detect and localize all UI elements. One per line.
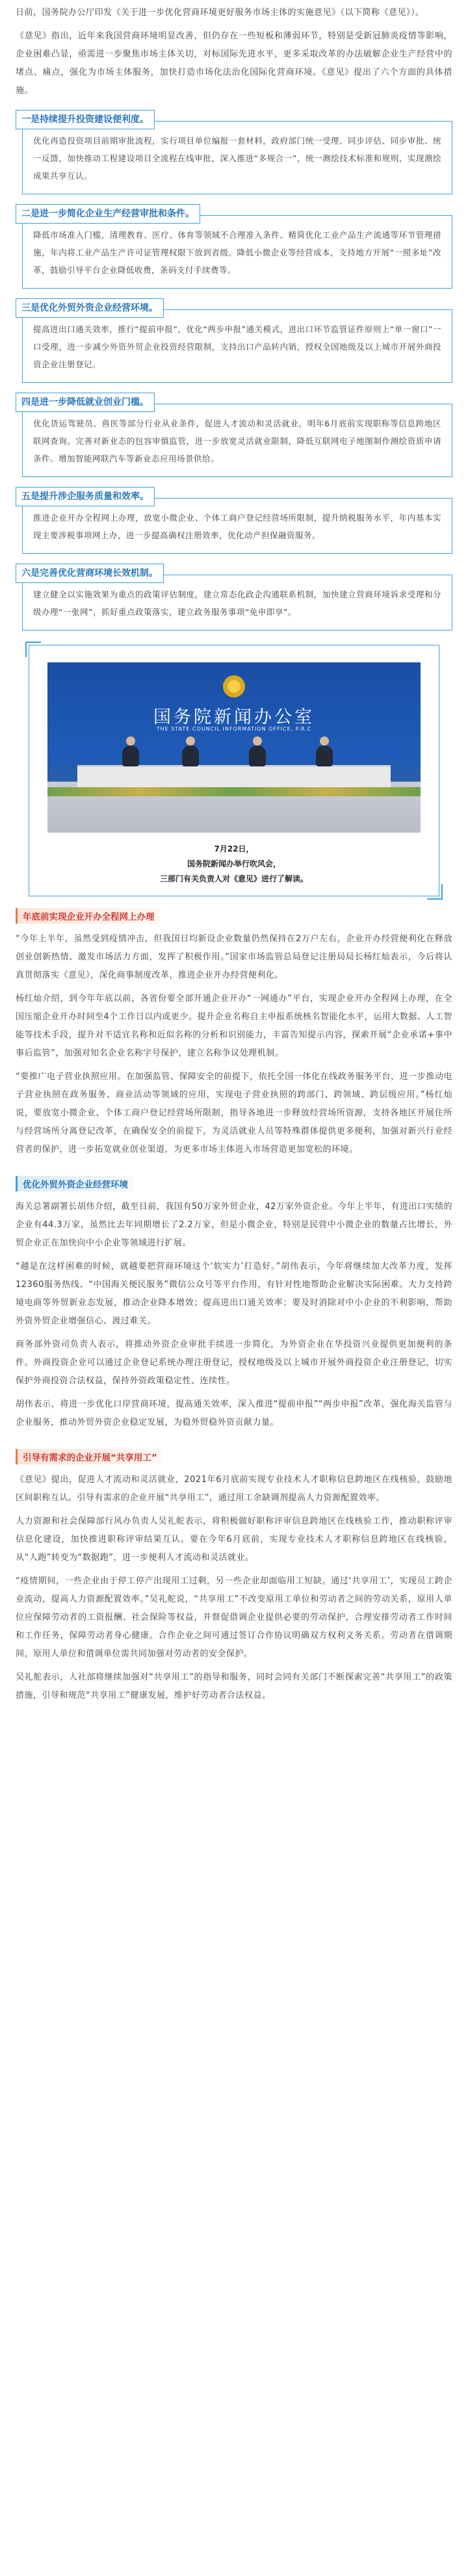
interpretation-block (16, 1164, 452, 1437)
block-paragraph: “今年上半年，虽然受到疫情冲击，但我国日均新设企业数量仍然保持在2万户左右，企业开办经营便利化在释放创业创新热情、激发市场活力方面，发挥了积极作用。”国家市场监管总局登记注册局局长杨红灿表示，今后将认真贯彻落实《意见》，深化商事制度改革，推进企业开办经营便利化。 (16, 934, 452, 980)
podium-desk (77, 765, 391, 788)
measure-box (22, 215, 452, 289)
block-paragraph: “疫情期间，一些企业由于停工停产出现用工过剩，另一些企业却面临用工短缺。通过‘共享用工’，实现员工跨企业流动，提高人力资源配置效率。”吴礼舵说，“共享用工”不改变原用工单位和劳动者之间的劳动关系，原用人单位应保障劳动者的工资报酬、社会保险等权益，并督促借调企业提供必要的劳动保护，合理安排劳动者工作时间和工作任务，保障劳动者身心健康。合作企业之间可通过签订合作协议明确双方权利义务关系。劳动者在借调期间，原用人单位和借调单位需共同加强对劳动者的安全保护。 (16, 1576, 452, 1659)
measure-heading: 二是进一步简化企业生产经营审批和条件。 (16, 204, 200, 224)
block-paragraph: 杨红灿介绍，到今年年底以前，各省份要全部开通企业开办“一网通办”平台，实现企业开办全程网上办理，在全国压缩企业开办时间至4个工作日以内或更少。提升企业名称自主申报系统核名智能化水平，运用大数据、人工智能等技术手段，提升对不适宜名称和近似名称的分析和识别能力，丰富告知提示内容，探索开展“企业承诺+事中事后监管”，加强对知名企业名称字号保护，建立名称争议处理机制。 (16, 994, 452, 1058)
measure-body: 建立健全以实施效果为重点的政策评估制度，建立常态化政企沟通联系机制，加快建立营商环境诉求受理和分级办理“一张网”，抓好重点政策落实，建立政务服务事项“免申即享”。 (33, 590, 441, 617)
measure-box (22, 121, 452, 194)
intro-paragraph: 日前，国务院办公厅印发《关于进一步优化营商环境更好服务市场主体的实施意见》（以下简称《意见》）。 (16, 8, 424, 18)
measure-heading: 五是提升涉企服务质量和效率。 (16, 487, 155, 506)
measure-body: 推进企业开办全程网上办理，放宽小微企业、个体工商户登记经营场所限制，提升纳税服务水平，年内基本实现主要涉税事项网上办，进一步提高确权注册效率，优化动产担保融资服务。 (33, 513, 441, 540)
measure-section (16, 100, 452, 194)
photo-backdrop-subtitle: THE STATE COUNCIL INFORMATION OFFICE, P.R.C (156, 726, 312, 732)
block-paragraph: 《意见》提出，促进人才流动和灵活就业，2021年6月底前实现专业技术人才职称信息跨地区在线核验，鼓励地区间职称互认。引导有需求的企业开展“共享用工”，通过用工余缺调剂提高人力资源配置效率。 (16, 1475, 452, 1503)
national-emblem-icon (223, 675, 245, 697)
block-heading: 引导有需求的企业开展“共享用工” (16, 1449, 162, 1464)
intro-paragraph: 《意见》指出，近年来我国营商环境明显改善，但仍存在一些短板和薄弱环节，特别是受新冠肺炎疫情等影响，企业困难凸显，亟需进一步聚焦市场主体关切，对标国际先进水平，更多采取改革的办法破解企业生产经营中的堵点、痛点，强化为市场主体服务，加快打造市场化法治化国际化营商环境。《意见》提出了六个方面的具体措施。 (16, 31, 452, 96)
measure-box (22, 404, 452, 477)
measure-heading: 六是完善优化营商环境长效机制。 (16, 564, 164, 583)
measure-box (22, 309, 452, 383)
measure-body: 提高进出口通关效率，推行“提前申报”，优化“两步申报”通关模式，进出口环节监管证件原则上“单一窗口”一口受理，进一步减少外资外贸企业投资经营限制，支持出口产品转内销，授权全国地级及以上城市开展外商投资企业注册登记。 (33, 324, 441, 369)
photo-backdrop-title: 国务院新闻办公室 (153, 707, 315, 727)
block-heading: 年底前实现企业开办全程网上办理 (16, 908, 160, 924)
block-paragraph: 商务部外资司负责人表示，将推动外资企业审批手续进一步简化，为外资企业在华投资兴业提供更加便利的条件。外商投资企业可以通过企业登记系统办理注册登记，授权地级及以上城市开展外商投资企业注册登记，切实保护外商投资合法权益，保持外资政策稳定性、连续性。 (16, 1340, 452, 1386)
measure-heading: 四是进一步降低就业创业门槛。 (16, 393, 155, 412)
speaker-figure (249, 746, 266, 766)
speaker-figure (182, 746, 199, 766)
photo-caption (47, 842, 421, 887)
block-paragraph: 人力资源和社会保障部行风办负责人吴礼舵表示，将积极做好职称评审信息跨地区在线核验工作，推动职称评审信息化建设，加快推进职称评审结果互认。要在今年6月底前，实现专业技术人才职称信息跨地区在线核验，从“人跑”转变为“数据跑”，进一步便利人才流动和灵活就业。 (16, 1516, 452, 1563)
speaker-figure (316, 746, 333, 766)
measure-heading: 一是持续提升投资建设便利度。 (16, 110, 155, 129)
measure-body: 降低市场准入门槛，清理教育、医疗、体育等领域不合理准入条件。精简优化工业产品生产流通等环节管理措施，年内将工业产品生产许可证管理权限下放到省级。降低小微企业等经营成本，支持地方开展“一照多址”改革，鼓励引导平台企业降低收费，条码支付手续费等。 (33, 230, 441, 275)
block-paragraph: 吴礼舵表示，人社部将继续加强对“共享用工”的指导和服务，同时会同有关部门不断探索完善“共享用工”的政策措施，引导和规范“共享用工”健康发展，维护好劳动者合法权益。 (16, 1672, 452, 1700)
flower-decoration (47, 787, 421, 796)
measure-section (16, 477, 452, 554)
interpretation-block (16, 896, 452, 1164)
block-heading: 优化外贸外资企业经营环境 (16, 1176, 133, 1191)
photo-frame (29, 645, 439, 896)
measure-section (16, 554, 452, 631)
measure-section (16, 383, 452, 477)
block-paragraph: “要推广电子营业执照应用。在加强监管、保障安全的前提下，依托全国一体化在线政务服务平台，进一步推动电子营业执照在政务服务、商业活动等领域的应用，实现电子营业执照的跨部门、跨领域、跨层级应用。”杨红灿说，要放宽小微企业、个体工商户登记经营场所限制，指导各地进一步释放经营场所资源，支持各地区开展住所与经营场所分离登记改革，在确保安全的前提下，为灵活就业人员等特殊群体提供更多便利，加强对新兴行业经营者的保护，进一步拓宽就业创业渠道，为更多市场主体进入市场营造更加宽松的环境。 (16, 1072, 452, 1154)
interpretation-block (16, 1437, 452, 1710)
measure-section (16, 289, 452, 383)
block-paragraph: 胡伟表示，将进一步优化口岸营商环境，提高通关效率，深入推进“提前申报”“两步申报”改革，强化海关监管与企业服务，推动外贸外资企业稳定发展，为稳外贸稳外资贡献力量。 (16, 1399, 452, 1427)
measure-body: 优化再造投资项目前期审批流程，实行项目单位编报一套材料，政府部门统一受理、同步评估、同步审批、统一反馈，加快推动工程建设项目全流程在线审批，深入推进“多规合一”，统一测绘技术标准和规则，实现测绘成果共享互认。 (33, 136, 441, 181)
block-paragraph: “越是在这样困难的时候，就越要把营商环境这个‘软实力’打造好。”胡伟表示，今年将继续加大改革力度，发挥12360服务热线、“中国海关便民服务”微信公众号等平台作用，有针对性地帮助企业解决实际困难。大力支持跨境电商等外贸新业态发展，推动企业降本增效；提高进出口通关效率；要及时消除对中小企业的不利影响，帮助外资外贸企业增强信心、渡过难关。 (16, 1262, 452, 1326)
block-paragraph: 海关总署副署长胡伟介绍，截至目前，我国有50万家外贸企业，42万家外资企业。今年上半年，有进出口实绩的企业有44.3万家，虽然比去年同期增长了2.2万家，但是小微企业，特别是民营中小微企业的数量占比增长，外贸企业正在加快向中小企业等领域进行扩展。 (16, 1202, 452, 1248)
intro (16, 0, 452, 100)
caption-line: 7月22日， (214, 844, 254, 853)
measures-list (16, 100, 452, 631)
caption-line: 国务院新闻办举行吹风会， (187, 859, 281, 868)
speaker-figure (122, 746, 139, 766)
measure-heading: 三是优化外贸外资企业经营环境。 (16, 298, 164, 318)
measure-section (16, 194, 452, 289)
measure-body: 优化货运驾驶员、兽医等部分行业从业条件，促进人才流动和灵活就业，明年6月底前实现职称等信息跨地区联网查询。完善对新业态的包容审慎监管，进一步放宽灵活就业限制，降低互联网电子地图制作测绘资质申请条件。增加智能网联汽车等新业态应用场景供给。 (33, 419, 441, 463)
caption-line: 三部门有关负责人对《意见》进行了解读。 (159, 874, 308, 883)
press-conference-photo (47, 662, 421, 833)
interpretation-blocks (16, 896, 452, 1710)
